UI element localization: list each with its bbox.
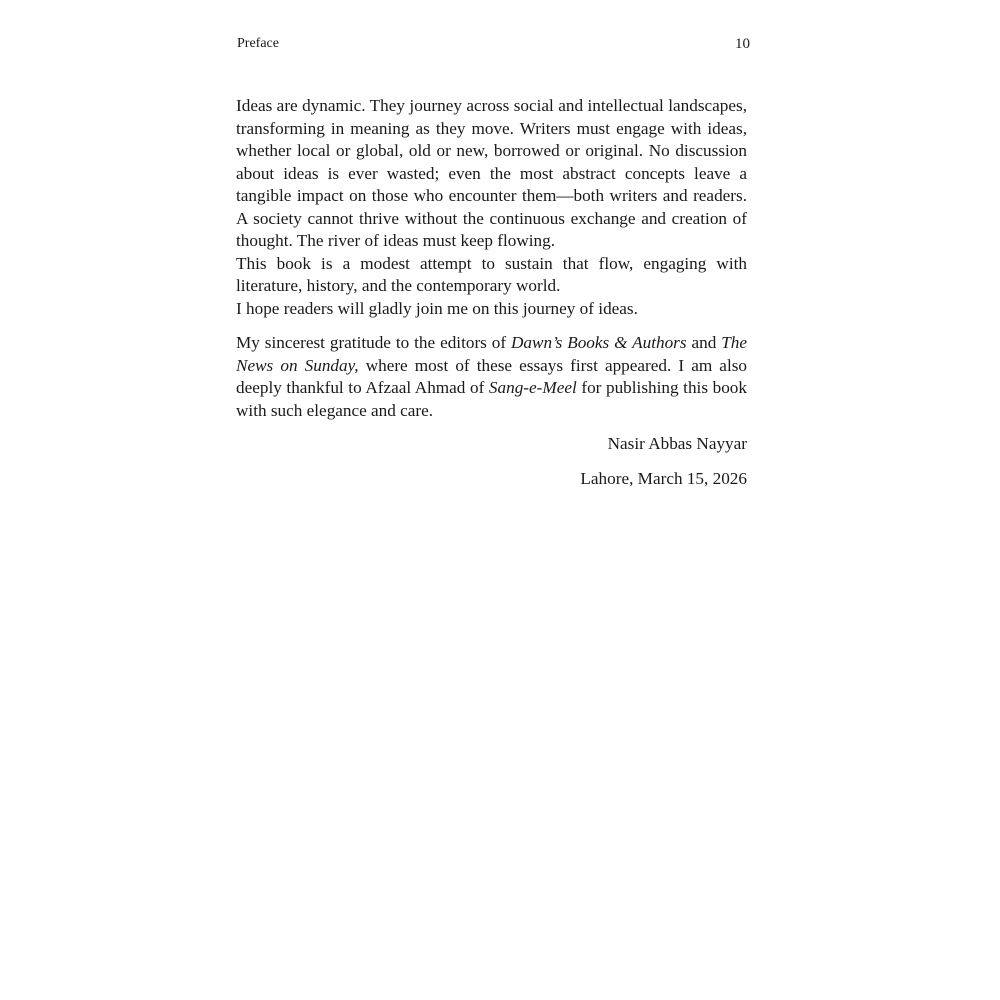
ack-text-3: where most of these essays first appeared. I am also deeply thankful to Afzaal Ahmad of [236,355,747,397]
running-head: Preface [237,36,279,51]
page-number: 10 [735,36,750,52]
preface-body [236,95,747,422]
paragraph-book-attempt: This book is a modest attempt to sustain that flow, engaging with literature, history, and the contemporary world. [236,253,747,295]
ack-publication-dawn: Dawn’s Books & Authors [511,333,687,352]
ack-publication-tns: The News on Sunday, [236,333,747,375]
paragraph-ideas: Ideas are dynamic. They journey across social and intellectual landscapes, transforming in meaning as they move. Writers must engage with ideas, whether local or global, old or new, borrowed or original. No discussion about ideas is ever wasted; even the most abstract concepts leave a tangible impact on those who encounter them—both writers and readers. A society cannot thrive without the continuous exchange and creation of thought. The river of ideas must keep flowing. [236,96,747,250]
paragraph-acknowledgements [236,332,747,422]
ack-publisher: Sang-e-Meel [488,378,577,397]
ack-text-4: for publishing this book with such elegance and care. [236,378,747,420]
ack-text-2: and [686,333,722,352]
paragraph-invitation: I hope readers will gladly join me on this journey of ideas. [236,298,638,318]
ack-text-1: My sincerest gratitude to the editors of [236,333,512,352]
place-date: Lahore, March 15, 2026 [580,469,747,488]
author-signature: Nasir Abbas Nayyar [607,434,747,453]
